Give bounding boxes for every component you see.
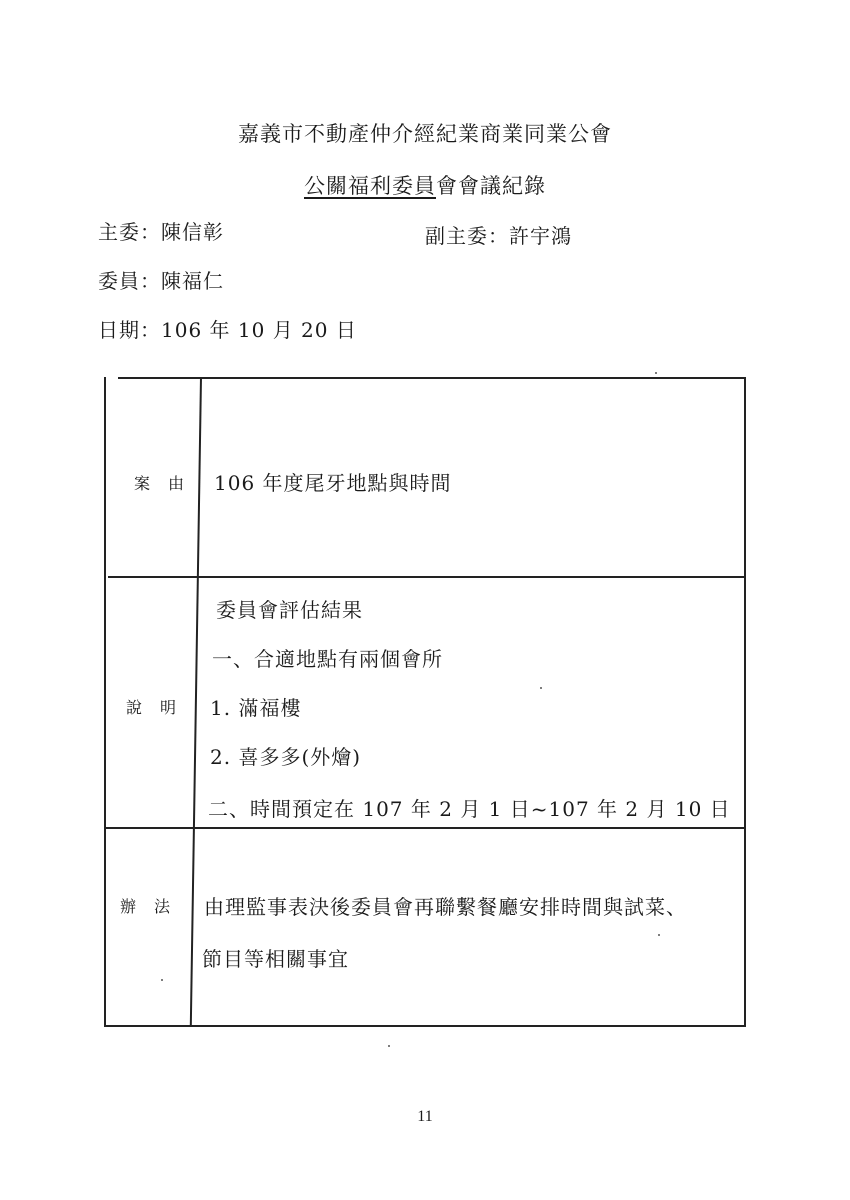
explanation-line-5: 二、時間預定在 107 年 2 月 1 日~107 年 2 月 10 日 <box>208 797 731 821</box>
scan-speck <box>388 1045 390 1047</box>
minutes-table <box>104 377 746 1027</box>
meeting-title <box>0 170 850 200</box>
explanation-line-4: 2. 喜多多(外燴) <box>210 745 362 769</box>
subject-text: 106 年度尾牙地點與時間 <box>214 471 452 495</box>
scan-speck <box>655 372 657 374</box>
explanation-line-1: 委員會評估結果 <box>216 598 363 622</box>
date-line: 日期：106 年 10 月 20 日 <box>98 318 357 342</box>
row-divider-1 <box>108 576 746 578</box>
explanation-line-2: 一、合適地點有兩個會所 <box>212 647 443 671</box>
method-line-1: 由理監事表決後委員會再聯繫餐廳安排時間與試菜、 <box>204 895 687 919</box>
scan-speck <box>658 934 660 936</box>
row-divider-2 <box>104 827 746 829</box>
table-border-right <box>744 377 746 1027</box>
table-border-left <box>104 377 106 1027</box>
meeting-title-rest: 會會議紀錄 <box>436 174 546 198</box>
subject-label: 案由 <box>134 474 203 493</box>
explanation-line-3: 1. 滿福樓 <box>210 696 302 720</box>
scan-speck <box>161 979 163 981</box>
table-border-bottom <box>104 1025 746 1027</box>
chair-line: 主委：陳信彰 <box>98 220 224 244</box>
scan-speck <box>540 687 542 689</box>
table-border-top <box>118 377 746 379</box>
vice-chair-line: 副主委：許宇鴻 <box>425 224 572 248</box>
members-line: 委員：陳福仁 <box>98 269 224 293</box>
organization-title: 嘉義市不動產仲介經紀業商業同業公會 <box>238 122 612 146</box>
method-line-2: 節目等相關事宜 <box>202 947 349 971</box>
explanation-label: 說明 <box>126 698 195 717</box>
page-number: 11 <box>417 1108 433 1125</box>
method-label: 辦法 <box>120 897 189 916</box>
meeting-title-underlined: 公關福利委員 <box>304 174 436 198</box>
